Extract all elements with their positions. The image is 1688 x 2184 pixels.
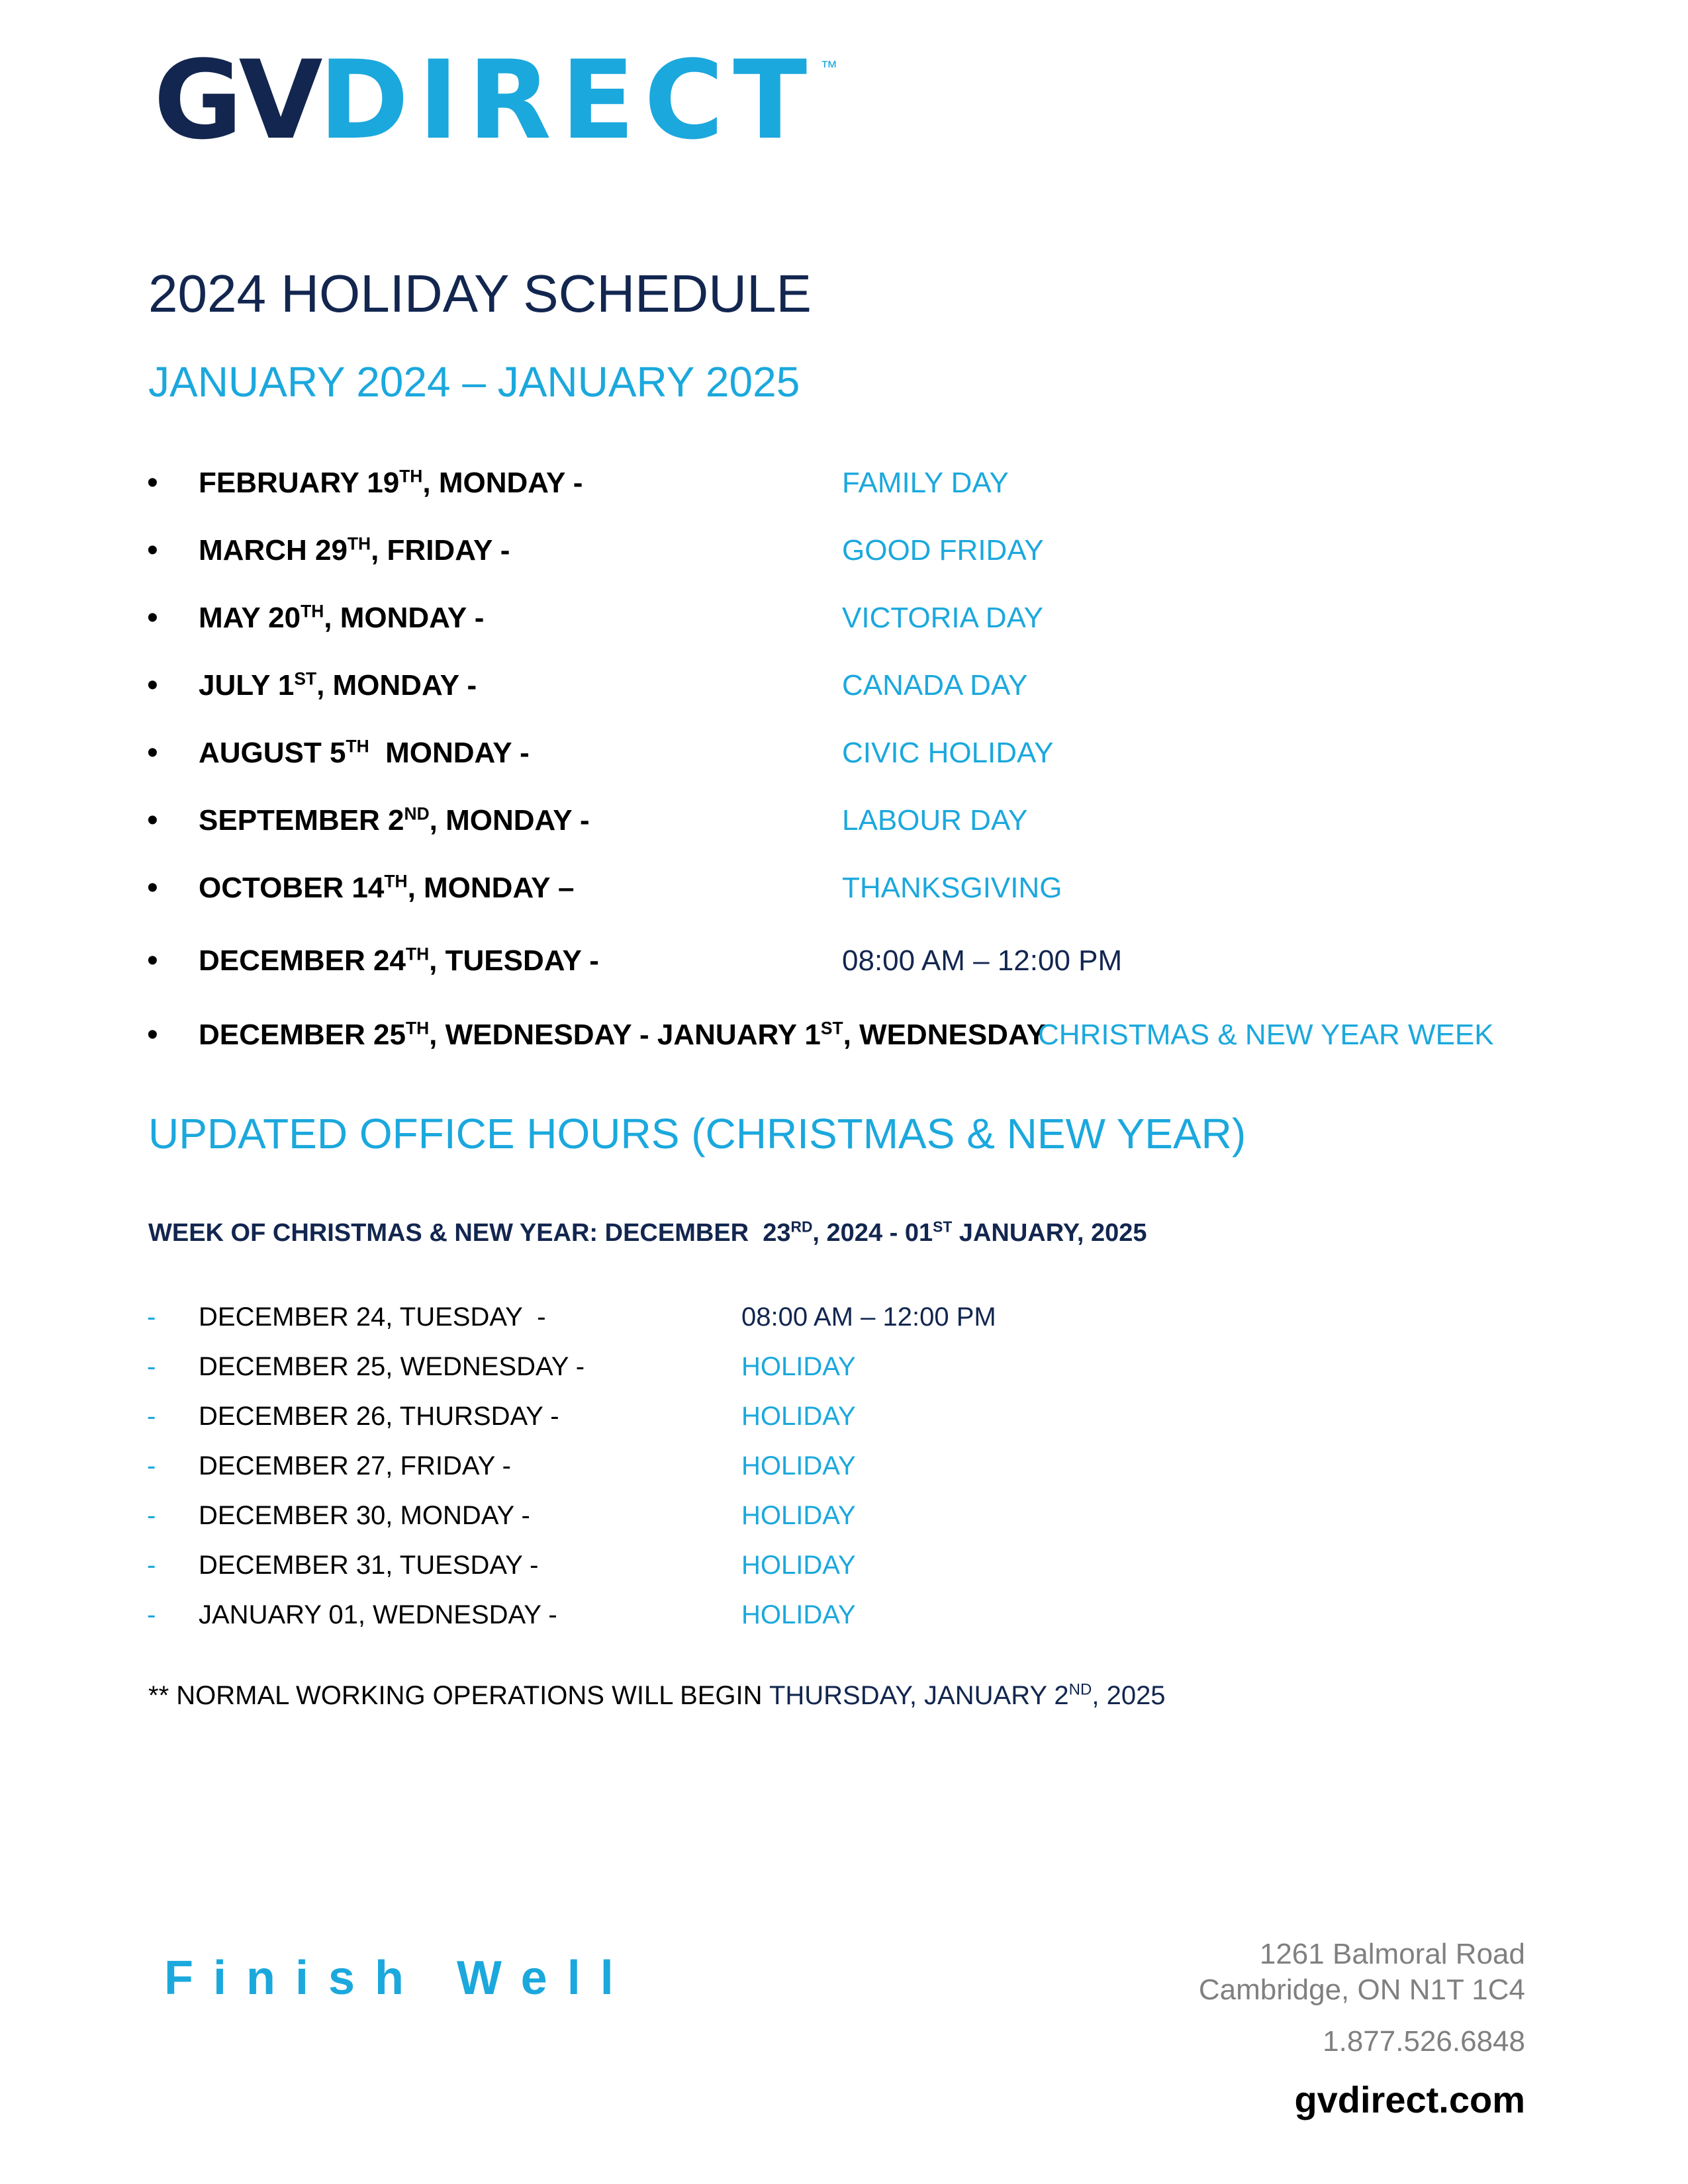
day-row bbox=[0, 1497, 1688, 1534]
holiday-date: DECEMBER 24TH, TUESDAY - bbox=[199, 944, 599, 977]
page-subtitle: JANUARY 2024 – JANUARY 2025 bbox=[148, 358, 800, 406]
holiday-date: MAY 20TH, MONDAY - bbox=[199, 601, 485, 634]
day-label: DECEMBER 31, TUESDAY - bbox=[199, 1551, 539, 1580]
day-status: HOLIDAY bbox=[741, 1451, 856, 1480]
day-status: HOLIDAY bbox=[741, 1600, 856, 1629]
holiday-item bbox=[0, 733, 1688, 773]
holiday-date: OCTOBER 14TH, MONDAY – bbox=[199, 871, 575, 904]
holiday-name: CANADA DAY bbox=[842, 669, 1028, 702]
holiday-name: CHRISTMAS & NEW YEAR WEEK bbox=[1038, 1019, 1494, 1051]
holiday-hours: 08:00 AM – 12:00 PM bbox=[842, 944, 1123, 977]
day-label: DECEMBER 26, THURSDAY - bbox=[199, 1402, 559, 1431]
day-status: HOLIDAY bbox=[741, 1402, 856, 1431]
week-range: WEEK OF CHRISTMAS & NEW YEAR: DECEMBER 23RD, 2024 - 01ST JANUARY, 2025 bbox=[148, 1218, 1147, 1247]
company-logo bbox=[154, 37, 838, 163]
section-heading: UPDATED OFFICE HOURS (CHRISTMAS & NEW YEAR) bbox=[148, 1110, 1246, 1158]
holiday-item bbox=[0, 463, 1688, 503]
holiday-item bbox=[0, 666, 1688, 705]
bullet-icon: • bbox=[147, 533, 158, 568]
dash-marker: - bbox=[147, 1402, 156, 1431]
dash-marker: - bbox=[147, 1551, 156, 1580]
operations-note: ** NORMAL WORKING OPERATIONS WILL BEGIN THURSDAY, JANUARY 2ND, 2025 bbox=[148, 1680, 1166, 1710]
day-hours: 08:00 AM – 12:00 PM bbox=[741, 1302, 996, 1332]
bullet-icon: • bbox=[147, 870, 158, 905]
holiday-date: SEPTEMBER 2ND, MONDAY - bbox=[199, 803, 590, 837]
address-line-1: 1261 Balmoral Road bbox=[1259, 1938, 1525, 1970]
holiday-date: JULY 1ST, MONDAY - bbox=[199, 668, 477, 702]
bullet-icon: • bbox=[147, 803, 158, 838]
day-status: HOLIDAY bbox=[741, 1501, 856, 1530]
holiday-date: FEBRUARY 19TH, MONDAY - bbox=[199, 466, 583, 499]
day-label: DECEMBER 25, WEDNESDAY - bbox=[199, 1352, 585, 1381]
holiday-date: MARCH 29TH, FRIDAY - bbox=[199, 533, 510, 567]
holiday-name: LABOUR DAY bbox=[842, 804, 1028, 837]
day-label: DECEMBER 24, TUESDAY - bbox=[199, 1302, 546, 1332]
logo-direct-text: DIRECT bbox=[318, 37, 817, 163]
holiday-item bbox=[0, 941, 1688, 981]
holiday-item bbox=[0, 1015, 1688, 1055]
day-row bbox=[0, 1547, 1688, 1584]
day-status: HOLIDAY bbox=[741, 1352, 856, 1381]
bullet-icon: • bbox=[147, 943, 158, 978]
dash-marker: - bbox=[147, 1501, 156, 1530]
bullet-icon: • bbox=[147, 600, 158, 635]
slogan: Finish Well bbox=[164, 1952, 633, 2005]
day-row bbox=[0, 1447, 1688, 1484]
day-label: JANUARY 01, WEDNESDAY - bbox=[199, 1600, 557, 1629]
day-row bbox=[0, 1348, 1688, 1385]
holiday-name: GOOD FRIDAY bbox=[842, 534, 1044, 567]
day-row bbox=[0, 1398, 1688, 1435]
day-label: DECEMBER 27, FRIDAY - bbox=[199, 1451, 511, 1480]
day-row bbox=[0, 1596, 1688, 1633]
dash-marker: - bbox=[147, 1302, 156, 1332]
address-line-2: Cambridge, ON N1T 1C4 bbox=[1198, 1974, 1525, 2006]
holiday-name: CIVIC HOLIDAY bbox=[842, 737, 1054, 769]
holiday-name: FAMILY DAY bbox=[842, 467, 1009, 499]
dash-marker: - bbox=[147, 1600, 156, 1629]
holiday-date: AUGUST 5TH MONDAY - bbox=[199, 736, 530, 769]
bullet-icon: • bbox=[147, 465, 158, 500]
phone-number[interactable]: 1.877.526.6848 bbox=[1323, 2025, 1525, 2058]
holiday-date: DECEMBER 25TH, WEDNESDAY - JANUARY 1ST, WEDNESDAY bbox=[199, 1018, 1047, 1051]
day-status: HOLIDAY bbox=[741, 1551, 856, 1580]
bullet-icon: • bbox=[147, 1017, 158, 1052]
holiday-name: THANKSGIVING bbox=[842, 872, 1062, 904]
bullet-icon: • bbox=[147, 668, 158, 703]
holiday-item bbox=[0, 868, 1688, 908]
dash-marker: - bbox=[147, 1352, 156, 1381]
dash-marker: - bbox=[147, 1451, 156, 1480]
logo-gv-text: GV bbox=[154, 37, 319, 163]
page-title: 2024 HOLIDAY SCHEDULE bbox=[148, 264, 812, 323]
bullet-icon: • bbox=[147, 735, 158, 770]
holiday-item bbox=[0, 598, 1688, 638]
website-link[interactable]: gvdirect.com bbox=[1294, 2079, 1525, 2120]
holiday-name: VICTORIA DAY bbox=[842, 602, 1044, 634]
trademark-symbol: ™ bbox=[820, 57, 838, 77]
day-row bbox=[0, 1298, 1688, 1336]
holiday-item bbox=[0, 531, 1688, 570]
day-label: DECEMBER 30, MONDAY - bbox=[199, 1501, 530, 1530]
holiday-item bbox=[0, 801, 1688, 841]
